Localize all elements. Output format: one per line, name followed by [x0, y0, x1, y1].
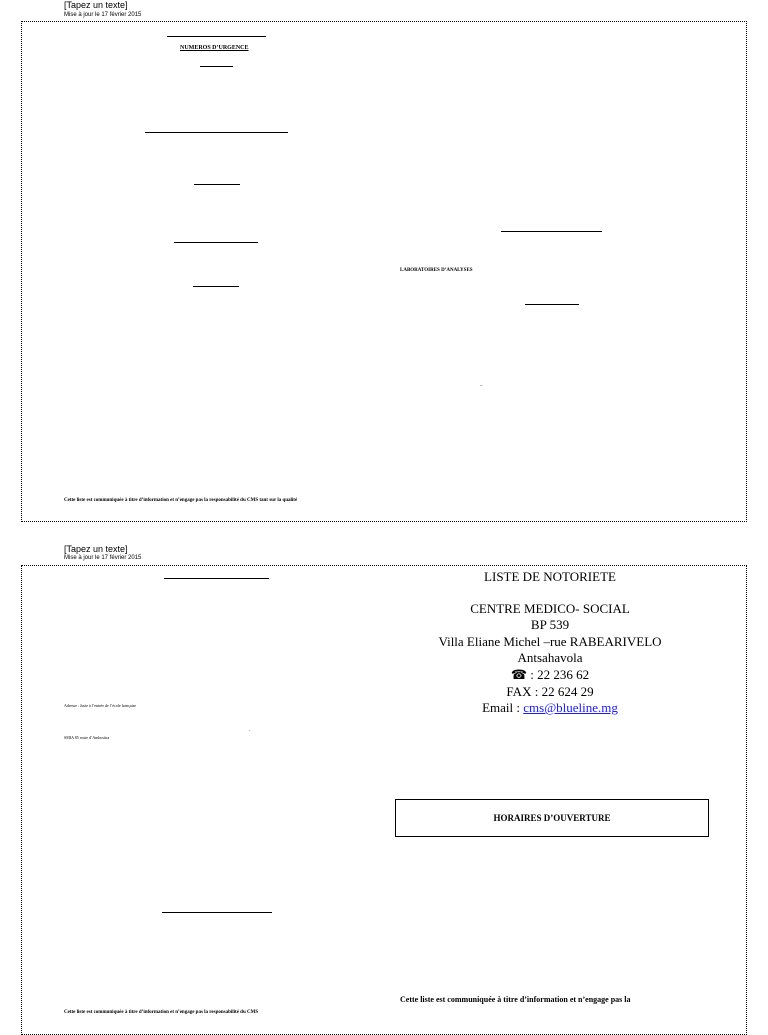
divider-line: [525, 304, 579, 305]
street-address: Villa Eliane Michel –rue RABEARIVELO: [438, 634, 662, 649]
phone-icon: ☎: [510, 667, 528, 682]
hours-box: [395, 799, 709, 837]
email-line: [400, 700, 700, 716]
address-note: Adresse : Juste à l’entrée de l’école française: [64, 703, 137, 708]
labs-title: LABORATOIRES D’ANALYSES: [400, 268, 473, 273]
divider-line: [167, 36, 266, 37]
update-date: Mise à jour le 17 février 2015: [64, 12, 142, 18]
page-frame: [21, 21, 747, 522]
dash-mark: -: [249, 728, 251, 733]
divider-line: [501, 231, 602, 232]
emergency-title: NUMEROS D’URGENCE: [180, 45, 249, 51]
update-date: Mise à jour le 17 février 2015: [64, 555, 142, 561]
po-box: BP 539: [530, 617, 570, 632]
phone-number: : 22 236 62: [527, 667, 590, 682]
email-label: Email :: [482, 700, 524, 715]
header-placeholder[interactable]: [Tapez un texte]: [64, 544, 128, 554]
org-name: CENTRE MEDICO- SOCIAL: [470, 601, 630, 616]
disclaimer-right: Cette liste est communiquée à titre d’information et n’engage pas la: [400, 995, 631, 1004]
email-link[interactable]: cms@blueline.mg: [523, 700, 618, 715]
fax-line: FAX : 22 624 29: [506, 684, 594, 699]
smia-note: SMIA 85 route d’Ambositra: [64, 735, 110, 740]
district: Antsahavola: [517, 650, 583, 665]
notoriety-title: LISTE DE NOTORIETE: [484, 569, 616, 584]
divider-line: [200, 66, 233, 67]
divider-line: [162, 912, 272, 913]
disclaimer-footer: Cette liste est communiquée à titre d’information et n’engage pas la responsabilité du CMS tant sur la qualité: [64, 498, 298, 503]
dash-mark: –: [480, 384, 483, 389]
divider-line: [164, 578, 269, 579]
divider-line: [174, 242, 258, 243]
phone-line: [400, 667, 700, 683]
header-placeholder[interactable]: [Tapez un texte]: [64, 0, 128, 10]
disclaimer-left: Cette liste est communiquée à titre d’information et n’engage pas la responsabilité du CMS: [64, 1010, 259, 1015]
hours-title: HORAIRES D’OUVERTURE: [493, 813, 611, 823]
divider-line: [194, 184, 240, 185]
divider-line: [145, 132, 288, 133]
divider-line: [193, 286, 239, 287]
